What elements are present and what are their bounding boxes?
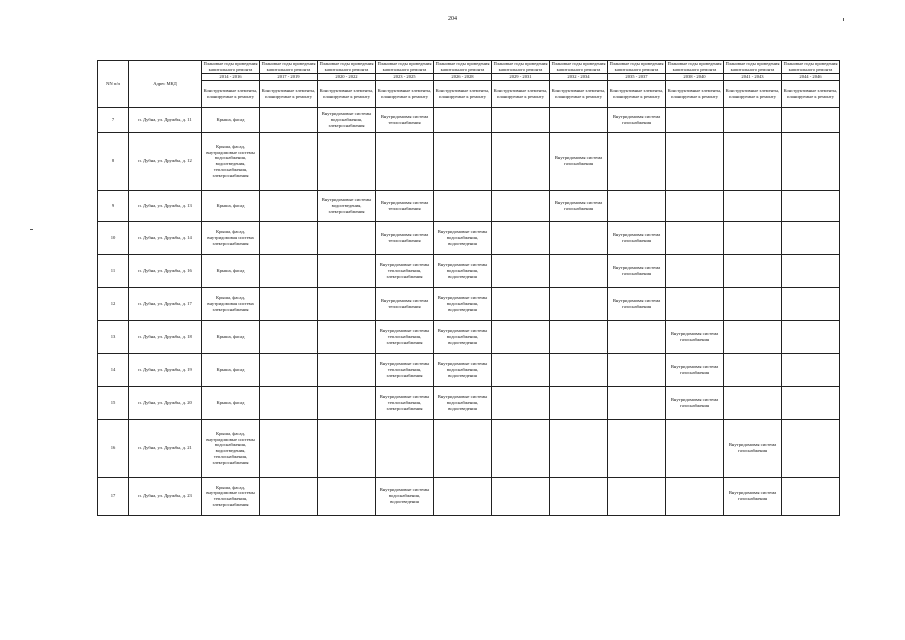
repair-elements-cell — [434, 132, 492, 190]
repair-elements-cell — [492, 353, 550, 386]
repair-elements-cell — [608, 353, 666, 386]
repair-elements-cell: Внутридомовая система газоснабжения — [550, 190, 608, 221]
repair-elements-cell — [492, 190, 550, 221]
repair-elements-cell — [434, 419, 492, 477]
repair-elements-cell — [260, 132, 318, 190]
repair-elements-cell — [782, 107, 840, 132]
repair-elements-cell — [782, 221, 840, 254]
repair-elements-cell — [550, 386, 608, 419]
row-number: 12 — [98, 287, 129, 320]
repair-elements-cell — [666, 287, 724, 320]
repair-elements-cell: Внутридомовая система газоснабжения — [608, 107, 666, 132]
repair-elements-cell: Внутридомовые системы теплоснабжения, электроснабжения — [376, 353, 434, 386]
period-header: Плановые годы проведения капитального ремонта — [260, 61, 318, 74]
repair-elements-cell — [724, 221, 782, 254]
row-number: 16 — [98, 419, 129, 477]
repair-elements-cell — [260, 190, 318, 221]
repair-elements-cell — [260, 386, 318, 419]
table-row — [98, 107, 840, 132]
table-row — [98, 287, 840, 320]
repair-elements-cell — [782, 477, 840, 515]
table-row — [98, 254, 840, 287]
repair-elements-cell: Внутридомовая система теплоснабжения — [376, 190, 434, 221]
elements-header: Конструктивные элементы, планируемые к ремонту — [492, 80, 550, 107]
repair-elements-cell — [318, 353, 376, 386]
repair-elements-cell — [434, 477, 492, 515]
repair-elements-cell: Крыша, фасад, внутридомовые системы теплоснабжения, электроснабжения — [202, 477, 260, 515]
period-header: Плановые годы проведения капитального ремонта — [608, 61, 666, 74]
elements-header: Конструктивные элементы, планируемые к ремонту — [376, 80, 434, 107]
repair-elements-cell — [260, 107, 318, 132]
period-range: 2044 - 2046 — [782, 73, 840, 80]
repair-elements-cell: Крыша, фасад, внутридомовые системы водоснабжения, водоотведения, теплоснабжения, электроснабжения — [202, 419, 260, 477]
period-header: Плановые годы проведения капитального ремонта — [782, 61, 840, 74]
elements-header: Конструктивные элементы, планируемые к ремонту — [724, 80, 782, 107]
repair-elements-cell: Крыша, фасад — [202, 386, 260, 419]
row-number: 17 — [98, 477, 129, 515]
repair-elements-cell: Внутридомовые системы водоснабжения, водоотведения — [434, 320, 492, 353]
repair-elements-cell — [260, 477, 318, 515]
repair-elements-cell — [434, 107, 492, 132]
elements-header: Конструктивные элементы, планируемые к ремонту — [550, 80, 608, 107]
repair-elements-cell: Внутридомовые системы теплоснабжения, электроснабжения — [376, 386, 434, 419]
repair-elements-cell — [550, 419, 608, 477]
repair-elements-cell: Внутридомовая система газоснабжения — [666, 386, 724, 419]
elements-header: Конструктивные элементы, планируемые к ремонту — [608, 80, 666, 107]
repair-elements-cell — [492, 221, 550, 254]
repair-elements-cell — [782, 353, 840, 386]
period-header: Плановые годы проведения капитального ремонта — [376, 61, 434, 74]
table-row — [98, 353, 840, 386]
repair-elements-cell — [608, 477, 666, 515]
repair-elements-cell — [550, 320, 608, 353]
repair-elements-cell — [260, 254, 318, 287]
repair-elements-cell — [492, 254, 550, 287]
repair-elements-cell: Внутридомовая система газоснабжения — [608, 287, 666, 320]
building-address: п. Дубна, ул. Дружбы, д. 11 — [129, 107, 202, 132]
repair-elements-cell: Внутридомовые системы водоснабжения, водоотведения — [434, 353, 492, 386]
period-header: Плановые годы проведения капитального ремонта — [434, 61, 492, 74]
building-address: п. Дубна, ул. Дружбы, д. 16 — [129, 254, 202, 287]
repair-elements-cell — [492, 477, 550, 515]
repair-elements-cell — [666, 190, 724, 221]
repair-elements-cell — [666, 477, 724, 515]
repair-elements-cell — [782, 132, 840, 190]
table-row — [98, 320, 840, 353]
building-address: п. Дубна, ул. Дружбы, д. 18 — [129, 320, 202, 353]
repair-elements-cell — [550, 254, 608, 287]
repair-elements-cell — [318, 287, 376, 320]
repair-elements-cell — [666, 132, 724, 190]
repair-elements-cell: Внутридомовые системы водоснабжения, электроснабжения — [318, 107, 376, 132]
repair-elements-cell — [608, 419, 666, 477]
period-range: 2029 - 2031 — [492, 73, 550, 80]
building-address: п. Дубна, ул. Дружбы, д. 19 — [129, 353, 202, 386]
repair-elements-cell — [492, 320, 550, 353]
building-address: п. Дубна, ул. Дружбы, д. 21 — [129, 419, 202, 477]
building-address: п. Дубна, ул. Дружбы, д. 12 — [129, 132, 202, 190]
period-range: 2041 - 2043 — [724, 73, 782, 80]
repair-elements-cell: Крыша, фасад, внутридомовые системы водоснабжения, водоотведения, теплоснабжения, электроснабжения — [202, 132, 260, 190]
capital-repair-schedule-table — [97, 60, 840, 516]
repair-elements-cell: Крыша, фасад — [202, 254, 260, 287]
row-number: 14 — [98, 353, 129, 386]
repair-elements-cell — [318, 477, 376, 515]
repair-elements-cell: Крыша, фасад, внутридомовая система электроснабжения — [202, 221, 260, 254]
page-number: 204 — [448, 16, 457, 22]
repair-elements-cell — [550, 353, 608, 386]
repair-elements-cell: Внутридомовые системы водоотведения, электроснабжения — [318, 190, 376, 221]
repair-elements-cell: Внутридомовые системы водоснабжения, водоотведения — [376, 477, 434, 515]
repair-elements-cell — [724, 287, 782, 320]
repair-elements-cell — [666, 254, 724, 287]
repair-elements-cell — [376, 419, 434, 477]
repair-elements-cell: Внутридомовая система теплоснабжения — [376, 107, 434, 132]
column-header-address: Адрес МКД — [129, 61, 202, 108]
repair-elements-cell: Крыша, фасад — [202, 107, 260, 132]
period-header: Плановые годы проведения капитального ремонта — [550, 61, 608, 74]
period-header: Плановые годы проведения капитального ремонта — [202, 61, 260, 74]
elements-header: Конструктивные элементы, планируемые к ремонту — [318, 80, 376, 107]
repair-elements-cell: Внутридомовая система газоснабжения — [724, 419, 782, 477]
repair-elements-cell — [318, 386, 376, 419]
repair-elements-cell: Внутридомовые системы водоснабжения, водоотведения — [434, 221, 492, 254]
table-row — [98, 477, 840, 515]
repair-elements-cell: Внутридомовая система теплоснабжения — [376, 221, 434, 254]
repair-elements-cell — [376, 132, 434, 190]
period-header: Плановые годы проведения капитального ремонта — [318, 61, 376, 74]
repair-elements-cell — [608, 190, 666, 221]
elements-header: Конструктивные элементы, планируемые к ремонту — [202, 80, 260, 107]
table-row — [98, 221, 840, 254]
elements-header: Конструктивные элементы, планируемые к ремонту — [666, 80, 724, 107]
repair-elements-cell — [260, 287, 318, 320]
repair-elements-cell — [782, 190, 840, 221]
repair-elements-cell — [782, 320, 840, 353]
repair-elements-cell — [492, 419, 550, 477]
repair-elements-cell — [608, 132, 666, 190]
row-number: 9 — [98, 190, 129, 221]
repair-elements-cell — [260, 320, 318, 353]
repair-elements-cell — [260, 419, 318, 477]
period-range: 2035 - 2037 — [608, 73, 666, 80]
repair-elements-cell: Крыша, фасад, внутридомовая система электроснабжения — [202, 287, 260, 320]
row-number: 13 — [98, 320, 129, 353]
repair-elements-cell — [260, 221, 318, 254]
repair-elements-cell: Внутридомовые системы теплоснабжения, электроснабжения — [376, 254, 434, 287]
repair-elements-cell — [724, 320, 782, 353]
repair-elements-cell: Внутридомовая система газоснабжения — [608, 254, 666, 287]
period-range: 2017 - 2019 — [260, 73, 318, 80]
repair-elements-cell — [724, 190, 782, 221]
repair-elements-cell: Крыша, фасад — [202, 320, 260, 353]
row-number: 7 — [98, 107, 129, 132]
repair-elements-cell — [724, 107, 782, 132]
repair-elements-cell: Крыша, фасад — [202, 353, 260, 386]
repair-elements-cell: Внутридомовая система газоснабжения — [550, 132, 608, 190]
table-row — [98, 190, 840, 221]
repair-elements-cell — [550, 287, 608, 320]
repair-elements-cell — [724, 386, 782, 419]
repair-elements-cell: Внутридомовые системы водоснабжения, водоотведения — [434, 254, 492, 287]
repair-elements-cell — [550, 477, 608, 515]
repair-elements-cell — [724, 132, 782, 190]
period-range: 2026 - 2028 — [434, 73, 492, 80]
repair-elements-cell — [550, 221, 608, 254]
row-number: 8 — [98, 132, 129, 190]
period-range: 2014 - 2016 — [202, 73, 260, 80]
repair-elements-cell — [318, 221, 376, 254]
repair-elements-cell — [608, 320, 666, 353]
column-header-number: NN п/п — [98, 61, 129, 108]
elements-header: Конструктивные элементы, планируемые к ремонту — [434, 80, 492, 107]
repair-elements-cell — [550, 107, 608, 132]
repair-elements-cell — [260, 353, 318, 386]
repair-elements-cell — [782, 254, 840, 287]
repair-elements-cell — [492, 287, 550, 320]
period-header: Плановые годы проведения капитального ремонта — [724, 61, 782, 74]
row-number: 10 — [98, 221, 129, 254]
table-row — [98, 132, 840, 190]
repair-elements-cell: Внутридомовая система газоснабжения — [666, 353, 724, 386]
scan-mark — [30, 229, 33, 230]
repair-elements-cell: Внутридомовые системы теплоснабжения, электроснабжения — [376, 320, 434, 353]
repair-elements-cell — [782, 386, 840, 419]
period-range: 2032 - 2034 — [550, 73, 608, 80]
row-number: 11 — [98, 254, 129, 287]
repair-elements-cell — [724, 254, 782, 287]
elements-header: Конструктивные элементы, планируемые к ремонту — [260, 80, 318, 107]
repair-elements-cell — [608, 386, 666, 419]
repair-elements-cell: Внутридомовая система теплоснабжения — [376, 287, 434, 320]
period-range: 2023 - 2025 — [376, 73, 434, 80]
repair-elements-cell: Внутридомовые системы водоснабжения, водоотведения — [434, 386, 492, 419]
repair-elements-cell — [492, 386, 550, 419]
scan-mark — [843, 18, 844, 21]
repair-elements-cell — [492, 132, 550, 190]
repair-elements-cell — [318, 320, 376, 353]
table-row — [98, 386, 840, 419]
row-number: 15 — [98, 386, 129, 419]
repair-elements-cell: Внутридомовая система газоснабжения — [608, 221, 666, 254]
repair-elements-cell — [666, 107, 724, 132]
repair-elements-cell — [318, 132, 376, 190]
repair-elements-cell: Внутридомовая система газоснабжения — [666, 320, 724, 353]
repair-elements-cell — [724, 353, 782, 386]
building-address: п. Дубна, ул. Дружбы, д. 17 — [129, 287, 202, 320]
period-header: Плановые годы проведения капитального ремонта — [666, 61, 724, 74]
period-range: 2038 - 2040 — [666, 73, 724, 80]
repair-elements-cell: Крыша, фасад — [202, 190, 260, 221]
building-address: п. Дубна, ул. Дружбы, д. 20 — [129, 386, 202, 419]
period-range: 2020 - 2022 — [318, 73, 376, 80]
repair-elements-cell — [782, 287, 840, 320]
building-address: п. Дубна, ул. Дружбы, д. 23 — [129, 477, 202, 515]
repair-elements-cell — [666, 221, 724, 254]
repair-elements-cell — [492, 107, 550, 132]
repair-elements-cell: Внутридомовая система газоснабжения — [724, 477, 782, 515]
period-header: Плановые годы проведения капитального ремонта — [492, 61, 550, 74]
elements-header: Конструктивные элементы, планируемые к ремонту — [782, 80, 840, 107]
repair-elements-cell — [666, 419, 724, 477]
building-address: п. Дубна, ул. Дружбы, д. 14 — [129, 221, 202, 254]
repair-elements-cell — [782, 419, 840, 477]
repair-elements-cell — [318, 254, 376, 287]
repair-elements-cell: Внутридомовые системы водоснабжения, водоотведения — [434, 287, 492, 320]
repair-elements-cell — [318, 419, 376, 477]
repair-elements-cell — [434, 190, 492, 221]
building-address: п. Дубна, ул. Дружбы, д. 13 — [129, 190, 202, 221]
table-row — [98, 419, 840, 477]
